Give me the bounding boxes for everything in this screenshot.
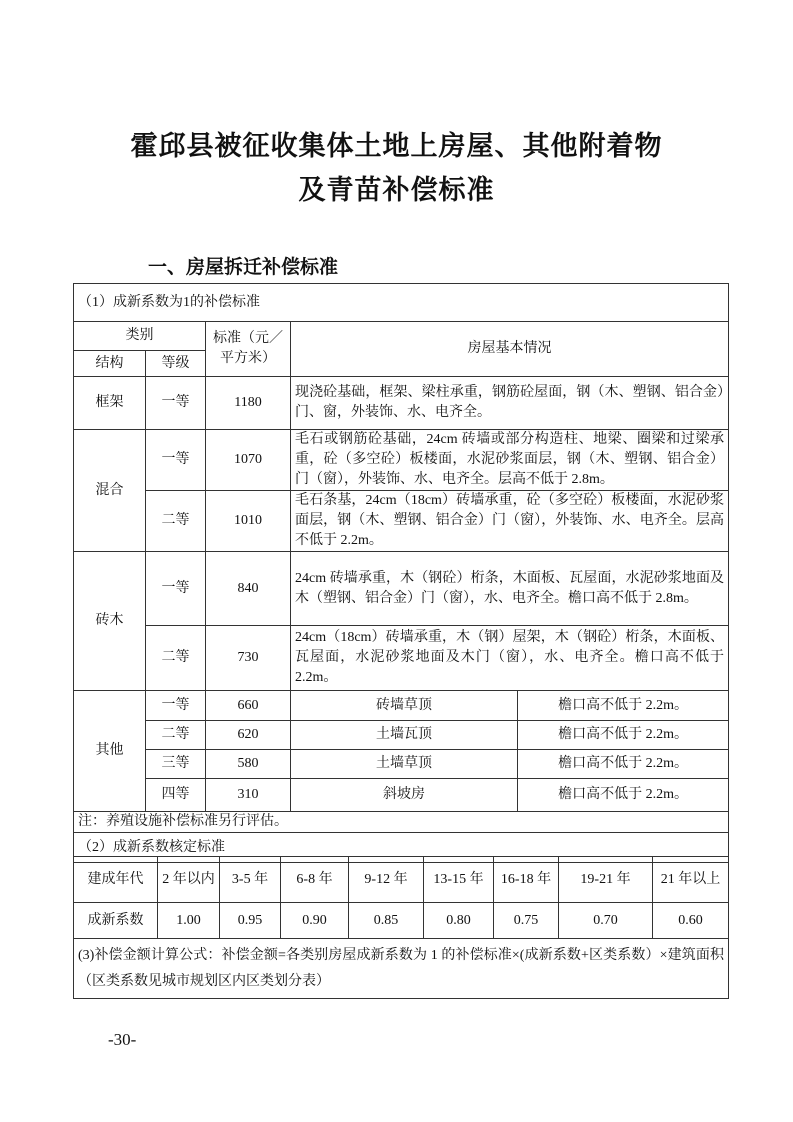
coef-cell: 1.00 (158, 903, 220, 939)
note-cell: 檐口高不低于 2.2m。 (518, 779, 729, 812)
note-cell: 檐口高不低于 2.2m。 (518, 750, 729, 779)
coef-cell: 0.70 (559, 903, 653, 939)
table-row (74, 857, 729, 903)
description-cell: 毛石或钢筋砼基础，24cm 砖墙或部分构造柱、地梁、圈梁和过梁承重，砼（多空砼）板楼面，水泥砂浆面层，钢（木、塑钢、铝合金）门（窗），外装饰、水、电齐全。层高不低于 2.8m。 (291, 430, 729, 491)
description-cell: 24cm（18cm）砖墙承重，木（钢）屋架，木（钢砼）桁条，木面板、瓦屋面，水泥砂浆地面及木门（窗），水、电齐全。檐口高不低于 2.2m。 (291, 626, 729, 691)
table-row (74, 691, 729, 721)
price-cell: 310 (206, 779, 291, 812)
structure-cell: 框架 (74, 377, 146, 430)
grade-cell: 三等 (146, 750, 206, 779)
price-cell: 1010 (206, 491, 291, 552)
grade-cell: 二等 (146, 721, 206, 750)
row-label: 建成年代 (74, 857, 158, 903)
page-number: -30- (108, 1030, 137, 1049)
header-description: 房屋基本情况 (291, 322, 729, 377)
table-row (74, 750, 729, 779)
grade-cell: 一等 (146, 430, 206, 491)
year-cell: 21 年以上 (653, 857, 729, 903)
year-cell: 2 年以内 (158, 857, 220, 903)
table-row (74, 430, 729, 491)
price-cell: 1070 (206, 430, 291, 491)
year-cell: 3-5 年 (220, 857, 281, 903)
coef-cell: 0.90 (281, 903, 349, 939)
doc-title-line1: 霍邱县被征收集体土地上房屋、其他附着物 (130, 131, 663, 161)
row-label: 成新系数 (74, 903, 158, 939)
table-row (74, 552, 729, 626)
type-cell: 土墙瓦顶 (291, 721, 518, 750)
price-cell: 840 (206, 552, 291, 626)
structure-cell: 其他 (74, 691, 146, 812)
header-grade: 等级 (146, 351, 206, 377)
coef-cell: 0.80 (424, 903, 494, 939)
grade-cell: 二等 (146, 626, 206, 691)
table-row (74, 626, 729, 691)
table2-caption: （2）成新系数核定标准 (74, 833, 729, 863)
grade-cell: 一等 (146, 377, 206, 430)
table-caption: （1）成新系数为1的补偿标准 (74, 284, 729, 322)
price-cell: 1180 (206, 377, 291, 430)
table-footnote: 注：养殖设施补偿标准另行评估。 (74, 812, 729, 833)
grade-cell: 一等 (146, 691, 206, 721)
year-cell: 6-8 年 (281, 857, 349, 903)
price-cell: 580 (206, 750, 291, 779)
type-cell: 砖墙草顶 (291, 691, 518, 721)
year-cell: 19-21 年 (559, 857, 653, 903)
compensation-standard-table (73, 283, 729, 863)
type-cell: 土墙草顶 (291, 750, 518, 779)
header-standard: 标准（元／平方米） (206, 322, 291, 377)
grade-cell: 一等 (146, 552, 206, 626)
header-structure: 结构 (74, 351, 146, 377)
note-cell: 檐口高不低于 2.2m。 (518, 691, 729, 721)
coef-cell: 0.95 (220, 903, 281, 939)
type-cell: 斜坡房 (291, 779, 518, 812)
description-cell: 毛石条基，24cm（18cm）砖墙承重，砼（多空砼）板楼面，水泥砂浆面层，钢（木、塑钢、铝合金）门（窗），外装饰、水、电齐全。层高不低于 2.2m。 (291, 491, 729, 552)
grade-cell: 二等 (146, 491, 206, 552)
structure-cell: 混合 (74, 430, 146, 552)
price-cell: 660 (206, 691, 291, 721)
coef-cell: 0.85 (349, 903, 424, 939)
description-cell: 现浇砼基础，框架、梁柱承重，钢筋砼屋面，钢（木、塑钢、铝合金）门、窗，外装饰、水、电齐全。 (291, 377, 729, 430)
doc-title-line2: 及青苗补偿标准 (298, 175, 495, 205)
table-row (74, 377, 729, 430)
formula-text: (3)补偿金额计算公式：补偿金额=各类别房屋成新系数为 1 的补偿标准×(成新系数+区类系数）×建筑面积（区类系数见城市规划区内区类划分表） (74, 939, 729, 999)
price-cell: 730 (206, 626, 291, 691)
table-row (74, 903, 729, 939)
depreciation-table (73, 856, 729, 999)
grade-cell: 四等 (146, 779, 206, 812)
table-row (74, 491, 729, 552)
price-cell: 620 (206, 721, 291, 750)
year-cell: 16-18 年 (494, 857, 559, 903)
table-row (74, 721, 729, 750)
coef-cell: 0.75 (494, 903, 559, 939)
coef-cell: 0.60 (653, 903, 729, 939)
structure-cell: 砖木 (74, 552, 146, 691)
description-cell: 24cm 砖墙承重，木（钢砼）桁条，木面板、瓦屋面，水泥砂浆地面及木（塑钢、铝合金）门（窗），水、电齐全。檐口高不低于 2.8m。 (291, 552, 729, 626)
year-cell: 9-12 年 (349, 857, 424, 903)
section-heading: 一、房屋拆迁补偿标准 (148, 257, 339, 278)
year-cell: 13-15 年 (424, 857, 494, 903)
table-row (74, 779, 729, 812)
header-category: 类别 (74, 322, 206, 351)
note-cell: 檐口高不低于 2.2m。 (518, 721, 729, 750)
